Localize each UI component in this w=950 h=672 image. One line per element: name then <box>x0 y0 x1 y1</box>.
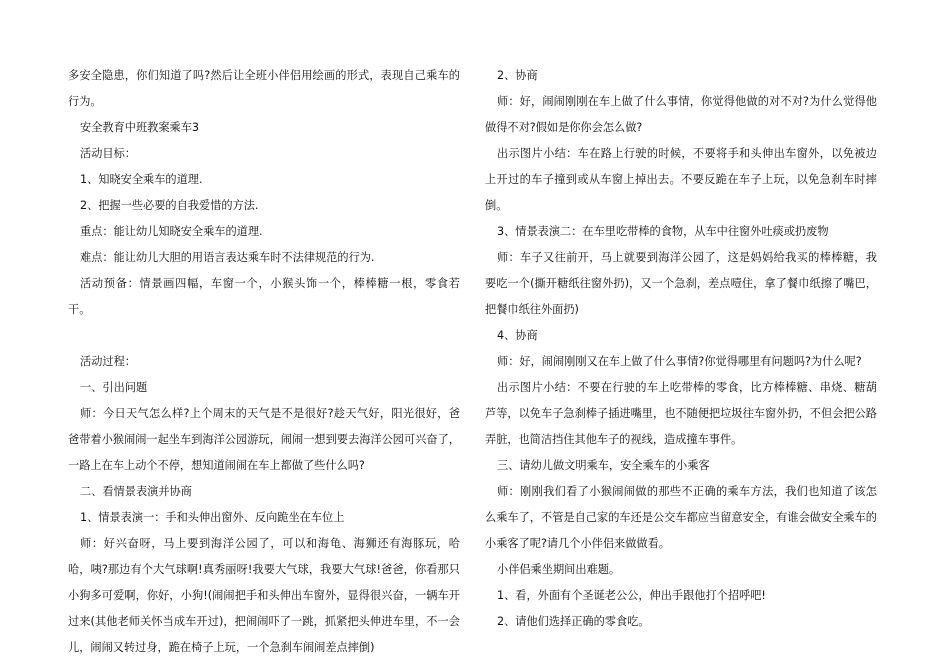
paragraph: 活动预备：情景画四幅，车窗一个，小猴头饰一个，棒棒糖一根，零食若干。 <box>68 277 460 316</box>
paragraph: 1、情景表演一：手和头伸出窗外、反向跪坐在车位上 <box>80 511 345 524</box>
paragraph: 3、情景表演二：在车里吃带棒的食物，从车中往窗外吐痰或扔废物 <box>497 225 829 238</box>
paragraph: 二、看情景表演并协商 <box>80 485 192 498</box>
paragraph: 三、请幼儿做文明乘车，安全乘车的小乘客 <box>497 459 710 472</box>
paragraph: 活动目标： <box>80 147 136 160</box>
paragraph: 活动过程： <box>80 355 136 368</box>
paragraph: 2、协商 <box>497 69 538 82</box>
paragraph: 小伴侣乘坐期间出难题。 <box>497 563 621 576</box>
paragraph: 一、引出问题 <box>80 381 148 394</box>
paragraph: 安全教育中班教案乘车3 <box>80 121 199 134</box>
paragraph: 4、协商 <box>497 329 538 342</box>
paragraph: 师：刚刚我们看了小猴闹闹做的那些不正确的乘车方法，我们也知道了该怎么乘车了，不管是自己家的车还是公交车都应当留意安全，有谁会做安全乘车的小乘客了呢?请几个小伴侣来做做看。 <box>485 485 877 550</box>
paragraph: 出示图片小结：车在路上行驶的时候，不要将手和头伸出车窗外，以免被边上开过的车子撞到或从车窗上掉出去。不要反跪在车子上玩，以免急刹车时摔倒。 <box>485 147 877 212</box>
paragraph: 1、知晓安全乘车的道理. <box>80 173 203 186</box>
paragraph: 2、请他们选择正确的零食吃。 <box>497 615 650 628</box>
paragraph: 重点：能让幼儿知晓安全乘车的道理. <box>80 225 263 238</box>
paragraph: 师：车子又往前开，马上就要到海洋公园了，这是妈妈给我买的棒棒糖，我要吃一个(撕开糖纸往窗外扔)，又一个急刹，差点噎住，拿了餐巾纸擦了嘴巴，把餐巾纸往外面扔) <box>485 251 877 316</box>
paragraph: 师：今日天气怎么样?上个周末的天气是不是很好?趁天气好，阳光很好，爸爸带着小猴闹闹一起坐车到海洋公园游玩，闹闹一想到要去海洋公园可兴奋了，一路上在车上动个不停，想知道闹闹在车上都做了些什么吗? <box>68 407 460 472</box>
paragraph: 2、把握一些必要的自我爱惜的方法. <box>80 199 259 212</box>
right-column <box>485 63 877 635</box>
left-column <box>68 63 460 661</box>
paragraph: 师：好兴奋呀，马上要到海洋公园了，可以和海龟、海狮还有海豚玩，哈哈，咦?那边有个大气球啊!真秀丽呀!我要大气球，我要大气球!爸爸，你看那只小狗多可爱啊，你好，小狗!(闹闹把手和头伸出车窗外，显得很兴奋，一辆车开过来(其他老师关怀当成车开过)，把闹闹吓了一跳，抓紧把头伸进车里，不一会儿，闹闹又转过身，跪在椅子上玩，一个急刹车闹闹差点摔倒) <box>68 537 460 654</box>
paragraph: 出示图片小结：不要在行驶的车上吃带棒的零食，比方棒棒糖、串烧、糖葫芦等，以免车子急刹棒子插进嘴里，也不随便把垃圾往车窗外扔，不但会把公路弄脏，也简洁挡住其他车子的视线，造成撞车事件。 <box>485 381 877 446</box>
paragraph: 师：好，闹闹刚刚又在车上做了什么事情?你觉得哪里有问题吗?为什么呢? <box>497 355 862 368</box>
paragraph: 难点：能让幼儿大胆的用语言表达乘车时不法律规范的行为. <box>80 251 375 264</box>
paragraph: 多安全隐患，你们知道了吗?然后让全班小伴侣用绘画的形式，表现自己乘车的行为。 <box>68 69 460 108</box>
blank-line <box>68 323 460 349</box>
paragraph: 1、看，外面有个圣诞老公公，伸出手跟他打个招呼吧! <box>497 589 766 602</box>
paragraph: 师：好，闹闹刚刚在车上做了什么事情，你觉得他做的对不对?为什么觉得他做得不对?假如是你你会怎么做? <box>485 95 877 134</box>
